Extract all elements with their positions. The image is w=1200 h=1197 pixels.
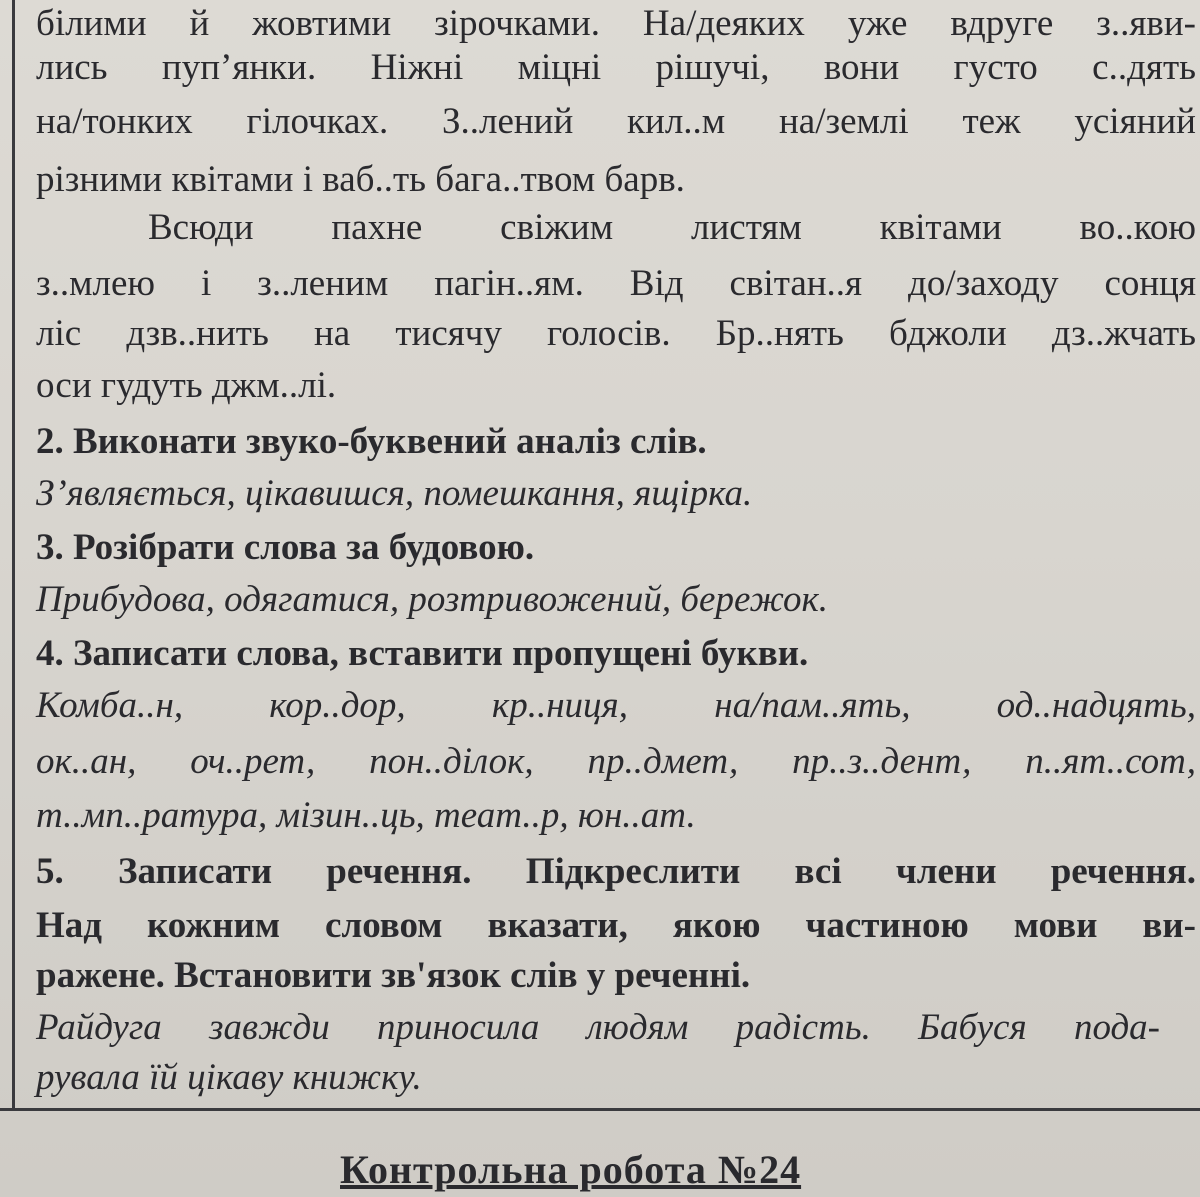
task-words: Комба..н, кор..дор, кр..ниця, на/пам..ять, од..надцять, [36, 685, 1196, 726]
task-words: ок..ан, оч..рет, пон..ділок, пр..дмет, пр..з..дент, п..ят..сот, [36, 741, 1196, 782]
paragraph-line: ліс дзв..нить на тисячу голосів. Бр..нять бджоли дз..жчать [36, 313, 1196, 354]
task-heading: 4. Записати слова, вставити пропущені букви. [36, 633, 809, 674]
task-heading: 5. Записати речення. Підкреслити всі члени речення. [36, 851, 1196, 892]
next-test-title: Контрольна робота №24 [340, 1147, 802, 1192]
task-words: Прибудова, одягатися, розтривожений, бережок. [36, 579, 828, 620]
task-heading: 2. Виконати звуко-буквений аналіз слів. [36, 421, 707, 462]
task-sentences: Райдуга завжди приносила людям радість. Бабуся пода- [36, 1007, 1160, 1048]
paragraph-line: лись пуп’янки. Ніжні міцні рішучі, вони густо с..дять [36, 47, 1196, 88]
task-words: т..мп..ратура, мізин..ць, теат..р, юн..ат. [36, 795, 696, 836]
paragraph-line: Всюди пахне свіжим листям квітами во..кою [148, 207, 1196, 248]
task-sentences: рувала їй цікаву книжку. [36, 1057, 422, 1098]
task-heading: ражене. Встановити зв'язок слів у реченні. [36, 955, 751, 996]
task-heading: 3. Розібрати слова за будовою. [36, 527, 535, 568]
paragraph-line: з..млею і з..леним пагін..ям. Від світан..я до/заходу сонця [36, 263, 1196, 304]
paragraph-line: різними квітами і ваб..ть бага..твом барв. [36, 159, 685, 200]
section-divider-line [0, 1108, 1200, 1111]
task-heading: Над кожним словом вказати, якою частиною мови ви- [36, 905, 1196, 946]
task-words: З’являється, цікавишся, помешкання, ящірка. [36, 473, 753, 514]
left-border-line [12, 0, 15, 1110]
paragraph-line: білими й жовтими зірочками. На/деяких уже вдруге з..яви- [36, 3, 1196, 44]
paragraph-line: оси гудуть джм..лі. [36, 365, 337, 406]
paragraph-line: на/тонких гілочках. З..лений кил..м на/землі теж усіяний [36, 101, 1196, 142]
